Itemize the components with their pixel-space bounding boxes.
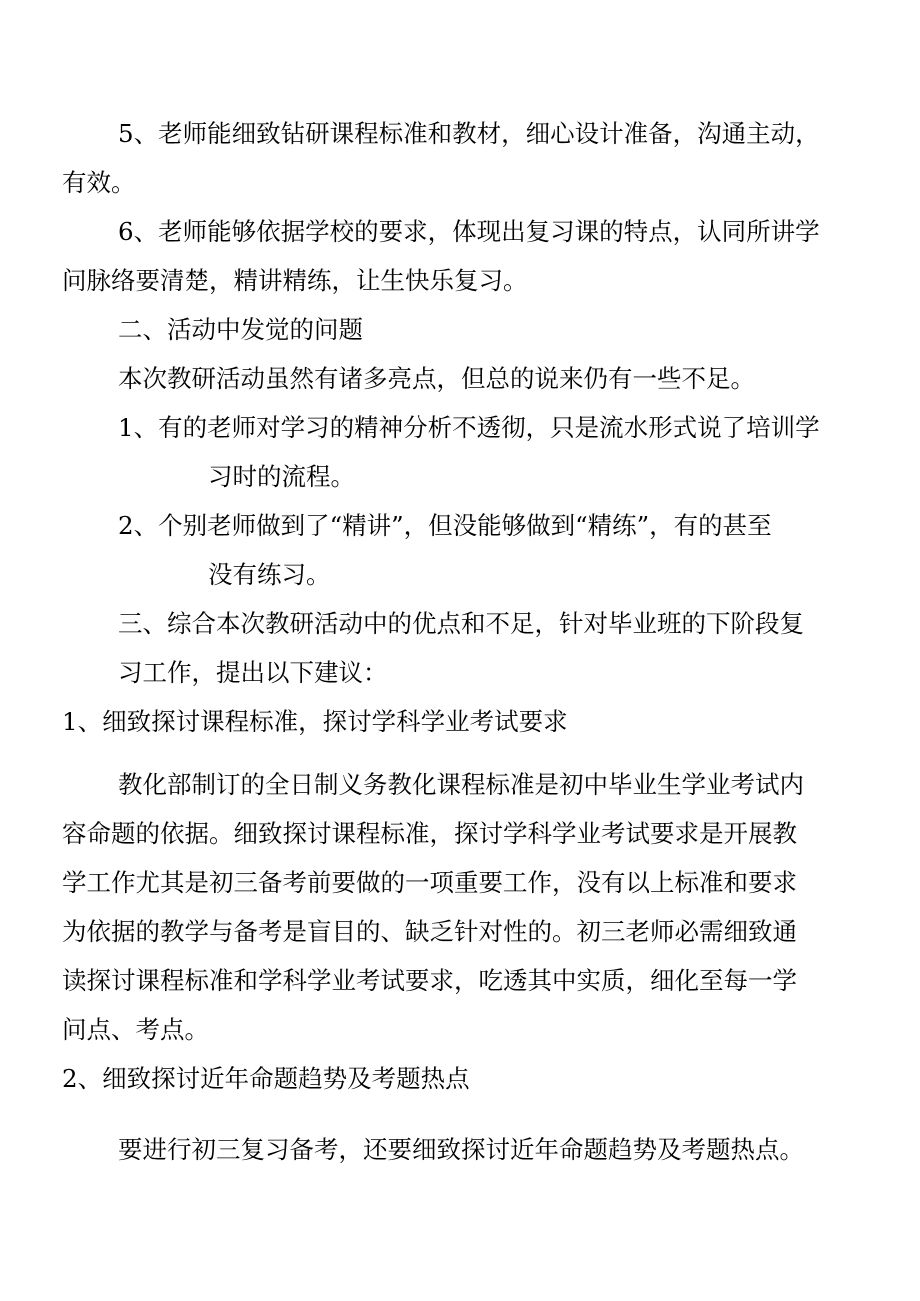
section-3-line-2: 习工作，提出以下建议：	[118, 658, 388, 687]
suggestion-1-body-line-5: 读探讨课程标准和学科学业考试要求，吃透其中实质，细化至每一学	[62, 966, 797, 995]
suggestion-1-body-line-2: 容命题的依据。细致探讨课程标准，探讨学科学业考试要求是开展教	[62, 819, 797, 848]
suggestion-1-body-line-6: 问点、考点。	[62, 1015, 209, 1044]
suggestion-1-body-line-1: 教化部制订的全日制义务教化课程标准是初中毕业生学业考试内	[118, 770, 804, 799]
section-2-intro: 本次教研活动虽然有诸多亮点，但总的说来仍有一些不足。	[118, 364, 755, 393]
suggestion-2-heading: 2、细致探讨近年命题趋势及考题热点	[62, 1064, 470, 1093]
section-3-line-1: 三、综合本次教研活动中的优点和不足，针对毕业班的下阶段复	[118, 609, 804, 638]
issue-1-line-1: 1、有的老师对学习的精神分析不透彻，只是流水形式说了培训学	[118, 413, 820, 442]
suggestion-1-heading: 1、细致探讨课程标准，探讨学科学业考试要求	[62, 707, 568, 736]
issue-2-line-1: 2、个别老师做到了“精讲”，但没能够做到“精练”，有的甚至	[118, 511, 772, 540]
issue-2-line-2: 没有练习。	[208, 560, 331, 589]
section-2-heading: 二、活动中发觉的问题	[118, 315, 363, 344]
paragraph-6-line-2: 问脉络要清楚，精讲精练，让生快乐复习。	[62, 266, 528, 295]
paragraph-5-line-1: 5、老师能细致钻研课程标准和教材，细心设计准备，沟通主动，	[118, 119, 820, 148]
suggestion-1-body-line-3: 学工作尤其是初三备考前要做的一项重要工作，没有以上标准和要求	[62, 868, 797, 897]
paragraph-5-line-2: 有效。	[62, 168, 136, 197]
paragraph-6-line-1: 6、老师能够依据学校的要求，体现出复习课的特点，认同所讲学	[118, 217, 820, 246]
suggestion-2-body-line-1: 要进行初三复习备考，还要细致探讨近年命题趋势及考题热点。	[118, 1135, 804, 1164]
issue-1-line-2: 习时的流程。	[208, 462, 355, 491]
suggestion-1-body-line-4: 为依据的教学与备考是盲目的、缺乏针对性的。初三老师必需细致通	[62, 917, 797, 946]
